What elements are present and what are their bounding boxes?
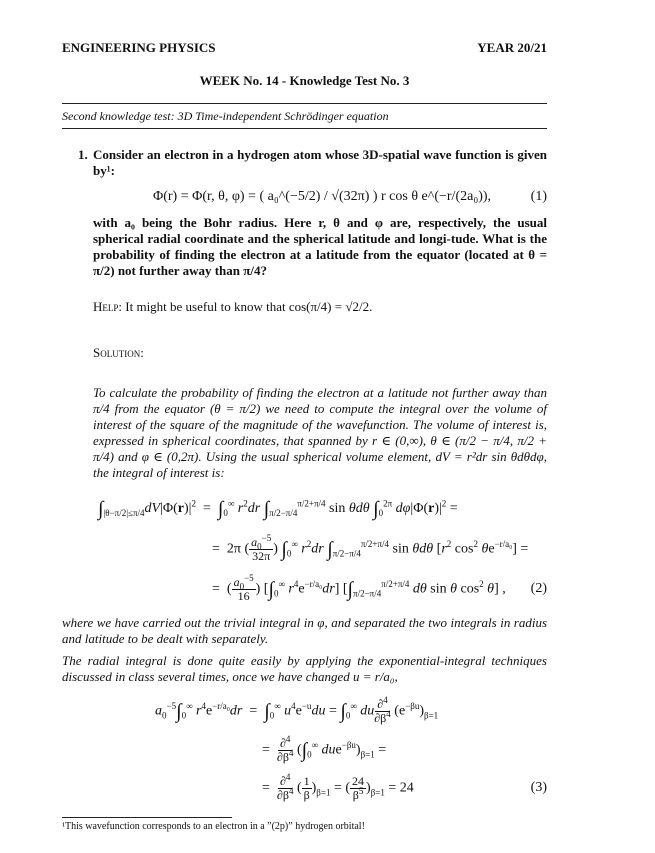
question (62, 147, 547, 481)
equation-number: (1) (530, 189, 547, 204)
help-note (93, 299, 547, 315)
solution-line: of interest is, expressed in spherical coordinates, that spanned by r ∈ (0,∞), θ ∈ (93, 417, 548, 448)
year-header: YEAR 20/21 (477, 40, 547, 55)
page-title: WEEK No. 14 - Knowledge Test No. 3 (199, 73, 410, 88)
solution-line: than π/4 from the equator (θ = π/2) we need to compute the integral over the (93, 385, 548, 416)
solution-line: volume of interest of the square of the magnitude of the wavefunction. The volume (93, 401, 548, 432)
equation-1: Φ(r) = Φ(r, θ, φ) = ( a₀^(−5/2) / √(32π) ) r cos θ e^(−r/(2a₀)), (153, 189, 492, 204)
question-line: tude. What is the probability of finding the electron at a latitude from (93, 231, 547, 262)
divider (62, 128, 547, 129)
question-line: usual spherical radial coordinate and the spherical latitude and longi- (93, 215, 547, 246)
equation-2 (62, 489, 547, 609)
equation-2-line-1: $\int_{|\theta-\pi/2|\le\pi/4}dV|\Phi(r)|^2 = \int_0^\infty$ $r^2dr$ $\int_{\pi/2-\pi/4}^{\pi/2+\pi/4}$ sin θdθ $\int_0^{2\pi}$ $d\varphi|\Phi(r)|^2$ = (98, 498, 458, 520)
equation-3 (62, 691, 547, 807)
solution-line: in radius and latitude to be dealt with separately. (62, 615, 548, 646)
solution-line: discussed in class several times, once we have changed u = r/a₀, (62, 669, 398, 684)
solution-paragraph (93, 385, 547, 481)
equation-number: (3) (530, 780, 547, 795)
solution-line: where we have carried out the trivial integral in φ, and separated the two integrals (62, 615, 497, 630)
equation-2-line-3: = ( $\frac{a_0^{-5}}{16}$ ) [$\int_0^\infty$ $r^4e^{-r/a_0}dr$] [$\int_{\pi/2-\pi/4}^{\pi/2+\pi/4}$ dθ sin θ $\cos^2 \theta$] , (2) (212, 572, 547, 603)
equation-3-result: = 24 (388, 780, 414, 796)
page-header (62, 40, 547, 56)
solution-line: To calculate the probability of finding the electron at a latitude not further away (93, 385, 520, 400)
help-label: Help: (93, 299, 123, 314)
question-number: 1. (78, 147, 88, 162)
equation-3-line-3: = $\frac{\partial^4}{\partial\beta^4}$ ( $\frac{1}{\beta}$ )$_{\beta=1}$ = ( $\frac{24}{\beta^5}$ )$_{\beta=1} = 24$ (3) (262, 771, 547, 802)
solution-line: The radial integral is done quite easily by applying the exponential-integral techniques (62, 653, 547, 668)
course-header: ENGINEERING PHYSICS (62, 40, 216, 55)
equation-3-line-1: $a_0^{-5}\int_0^\infty$ $r^4e^{-r/a_0}dr = \int_0^\infty$ $u^4e^{-u}du = \int_0^\infty$ du $\frac{\partial^4}{\partial\beta^4}$ $(e^{-\beta u})_{\beta=1}$ (155, 694, 439, 725)
question-line: the equator (located at θ = π/2) not further away than π/4? (93, 247, 547, 278)
equation-2-line-2: = 2π ( $\frac{a_0^{-5}}{32\pi}$ ) $\int_0^\infty$ $r^2dr$ $\int_{\pi/2-\pi/4}^{\pi/2+\pi/4}$ sin θdθ [$r^2$ $\cos^2 \theta e^{-r/a_0}$] = (212, 532, 529, 563)
solution-paragraph (62, 615, 547, 647)
help-text: It might be useful to know that cos(π/4) = √2/2. (125, 299, 373, 314)
footnote-area (62, 807, 547, 833)
equation-1-row (93, 189, 547, 205)
footnote: ¹This wavefunction corresponds to an electron in a ”(2p)” hydrogen orbital! (62, 821, 365, 832)
solution-label: Solution: (93, 345, 144, 360)
question-intro (93, 147, 547, 179)
question-body (93, 215, 547, 279)
equation-number: (2) (530, 581, 547, 596)
subtitle: Second knowledge test: 3D Time-independent Schrödinger equation (62, 109, 389, 123)
question-line: with a₀ being the Bohr radius. Here r, θ and φ are, respectively, the (93, 215, 511, 230)
solution-paragraph (62, 653, 547, 685)
solution-line: dV = r²dr sin θdθdφ, the integral of interest is: (93, 449, 547, 480)
solution-line: (π/2 − π/4, π/2 + π/4) and φ ∈ (0,2π). Using the usual spherical volume element, (93, 433, 548, 464)
equation-3-line-2: = $\frac{\partial^4}{\partial\beta^4}$ ($\int_0^\infty$ $due^{-\beta u})_{\beta=1}$ = (262, 733, 387, 764)
question-line: is given by¹: (93, 147, 547, 178)
question-line: Consider an electron in a hydrogen atom whose 3D-spatial wave function (93, 147, 502, 162)
